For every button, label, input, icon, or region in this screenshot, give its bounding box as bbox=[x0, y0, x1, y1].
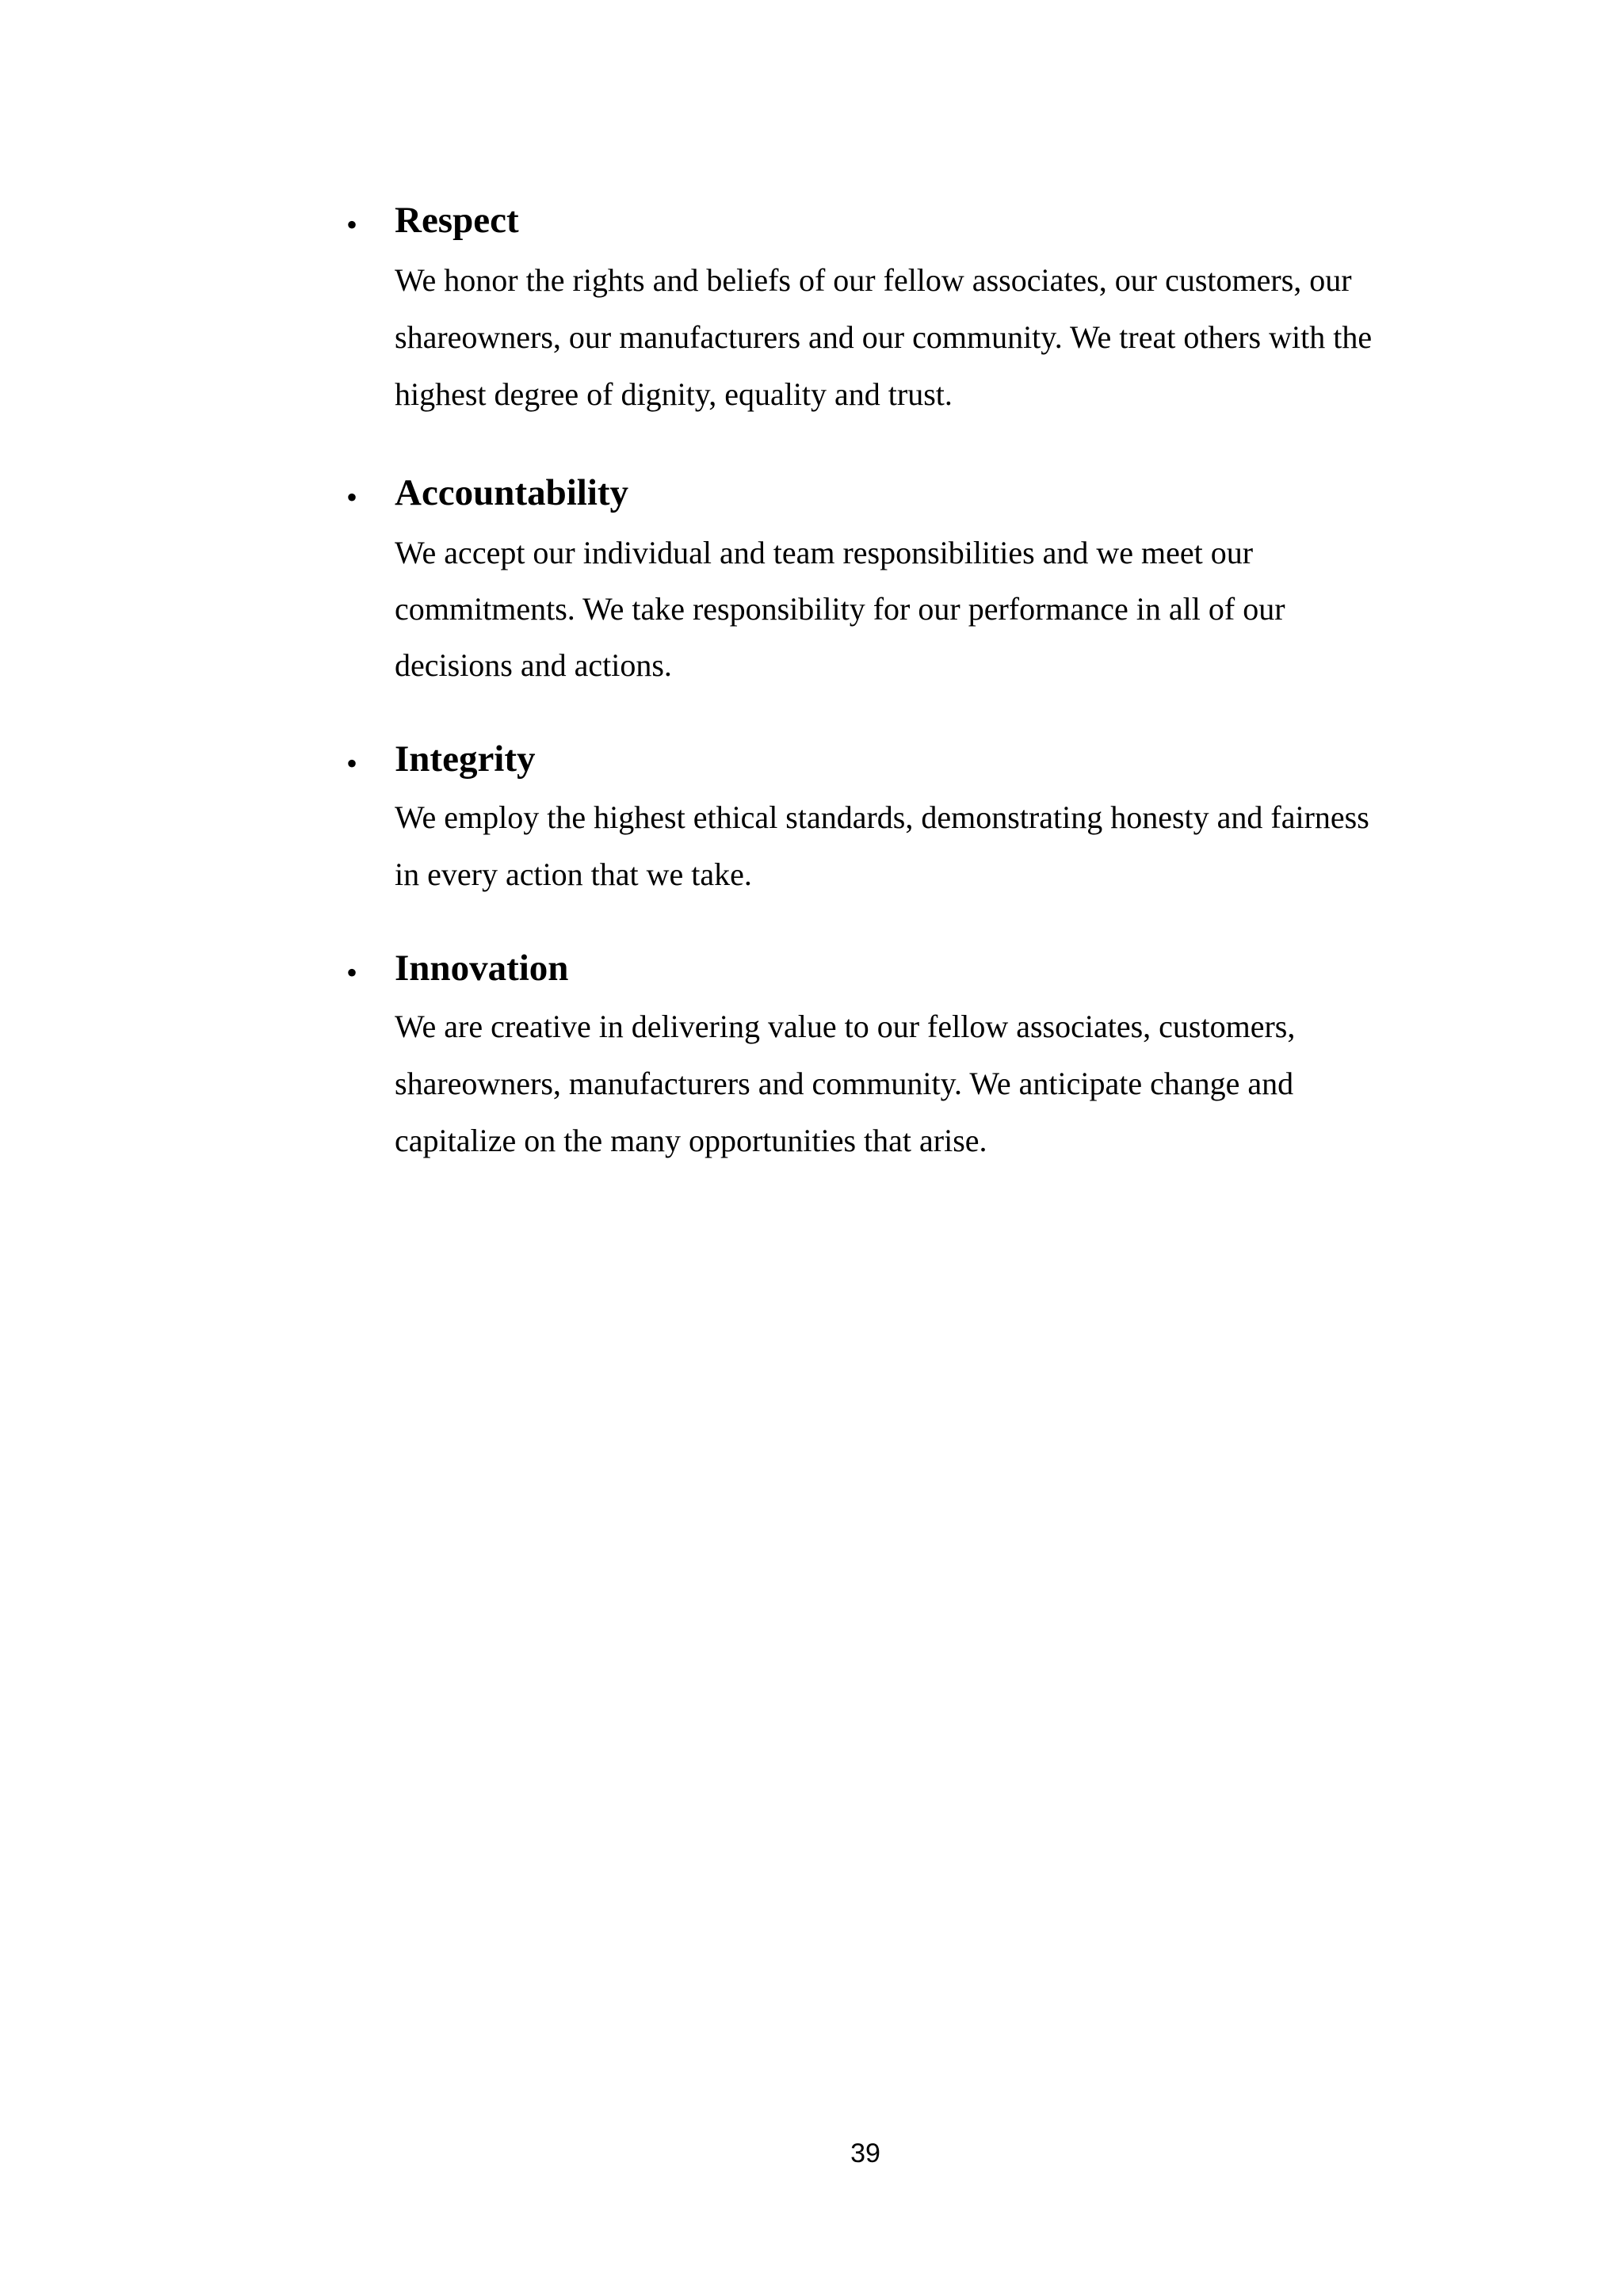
value-text-line: We honor the rights and beliefs of our fellow associates, our customers, our bbox=[395, 262, 1352, 298]
value-text-line: highest degree of dignity, equality and trust. bbox=[395, 376, 953, 412]
value-heading: Integrity bbox=[395, 738, 536, 780]
value-text-line: We employ the highest ethical standards, demonstrating honesty and fairness bbox=[395, 799, 1369, 835]
value-text-line: commitments. We take responsibility for our performance in all of our bbox=[395, 591, 1285, 627]
value-text-line: capitalize on the many opportunities that arise. bbox=[395, 1123, 987, 1158]
value-text-line: We are creative in delivering value to our fellow associates, customers, bbox=[395, 1009, 1296, 1044]
bullet-icon: • bbox=[346, 746, 357, 781]
value-text-line: shareowners, our manufacturers and our community. We treat others with the bbox=[395, 319, 1373, 355]
value-heading: Innovation bbox=[395, 948, 569, 989]
bullet-icon: • bbox=[346, 955, 357, 990]
bullet-icon: • bbox=[346, 207, 357, 242]
page-number: 39 bbox=[850, 2138, 880, 2168]
value-text-line: decisions and actions. bbox=[395, 647, 672, 683]
value-text-line: We accept our individual and team responsibilities and we meet our bbox=[395, 535, 1254, 570]
value-heading: Accountability bbox=[395, 472, 629, 513]
value-text-line: in every action that we take. bbox=[395, 856, 752, 892]
bullet-icon: • bbox=[346, 479, 357, 515]
value-heading: Respect bbox=[395, 200, 519, 241]
value-text-line: shareowners, manufacturers and community. We anticipate change and bbox=[395, 1066, 1294, 1101]
